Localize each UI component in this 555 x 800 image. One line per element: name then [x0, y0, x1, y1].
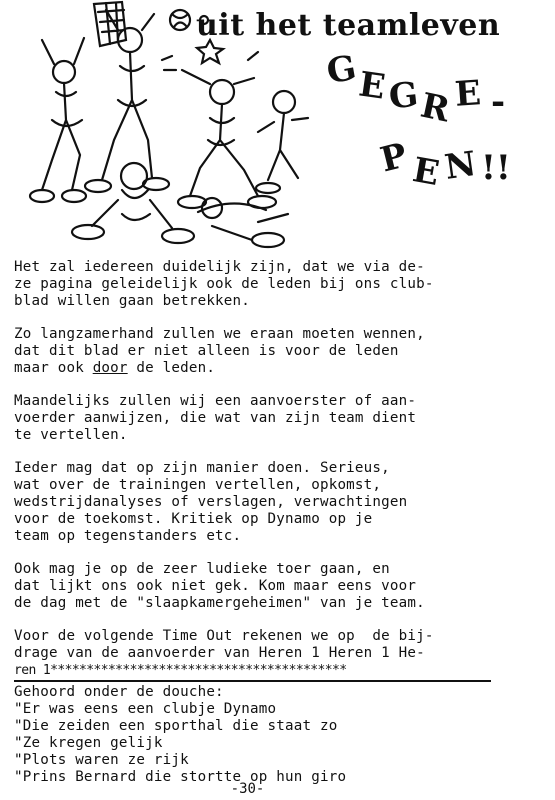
text-line: Zo langzamerhand zullen we eraan moeten wennen,	[14, 326, 425, 342]
title-letter: -	[491, 82, 506, 122]
text-line: dat dit blad er niet alleen is voor de leden	[14, 343, 399, 359]
paragraph	[14, 460, 534, 545]
title-letter: E	[453, 73, 483, 115]
title-letter: !!	[481, 148, 511, 188]
text-line: de dag met de "slaapkamergeheimen" van je team.	[14, 595, 425, 611]
page-title: uit het teamleven	[196, 8, 501, 43]
text-fragment: maar ook	[14, 360, 93, 376]
shower-quotes	[14, 684, 534, 786]
title-letter: G	[323, 47, 360, 93]
text-line: wat over de trainingen vertellen, opkomst,	[14, 477, 382, 493]
title-letter: N	[442, 144, 479, 188]
text-line: te vertellen.	[14, 427, 128, 443]
underlined-word: door	[92, 360, 128, 376]
text-line: wedstrijdanalyses of verslagen, verwachtingen	[14, 494, 408, 510]
text-line: Voor de volgende Time Out rekenen we op de bij-	[14, 628, 434, 644]
text-line: team op tegenstanders etc.	[14, 528, 242, 544]
paragraph	[14, 628, 534, 682]
paragraph	[14, 561, 534, 612]
title-letter: E	[409, 150, 443, 194]
paragraph	[14, 393, 534, 444]
text-line: dat lijkt ons ook niet gek. Kom maar eens voor	[14, 578, 417, 594]
text-line: Ook mag je op de zeer ludieke toer gaan, en	[14, 561, 390, 577]
quote-line: "Plots waren ze rijk	[14, 752, 189, 768]
text-line: Ieder mag dat op zijn manier doen. Serieus,	[14, 460, 390, 476]
text-fragment: de leden.	[127, 360, 216, 376]
text-line: blad willen gaan betrekken.	[14, 293, 251, 309]
title-letter: P	[376, 135, 412, 181]
quote-line: "Er was eens een clubje Dynamo	[14, 701, 277, 717]
text-line: drage van de aanvoerder van Heren 1 Heren 1 He-	[14, 645, 425, 661]
quote-line: "Die zeiden een sporthal die staat zo	[14, 718, 338, 734]
divider	[14, 680, 491, 682]
title-letter: E	[356, 64, 388, 108]
quote-line: "Prins Bernard die stortte op hun giro	[14, 769, 347, 785]
text-line: voerder aanwijzen, die wat van zijn team dient	[14, 410, 417, 426]
title-letter: G	[386, 74, 421, 118]
paragraph	[14, 259, 534, 310]
quote-line: "Ze kregen gelijk	[14, 735, 163, 751]
section-heading: Gehoord onder de douche:	[14, 684, 224, 700]
page-number: -30-	[230, 781, 265, 797]
title-letter: R	[417, 85, 454, 131]
text-line: Het zal iedereen duidelijk zijn, dat we via de-	[14, 259, 425, 275]
text-line: Maandelijks zullen wij een aanvoerster of aan-	[14, 393, 417, 409]
text-line: voor de toekomst. Kritiek op Dynamo op je	[14, 511, 373, 527]
text-line	[14, 360, 534, 377]
paragraph	[14, 326, 534, 377]
article-body	[14, 259, 534, 786]
text-line: ze pagina geleidelijk ook de leden bij ons club-	[14, 276, 434, 292]
text-line: ren 1*****************************************	[14, 663, 347, 678]
gegrepen-title	[305, 48, 550, 198]
